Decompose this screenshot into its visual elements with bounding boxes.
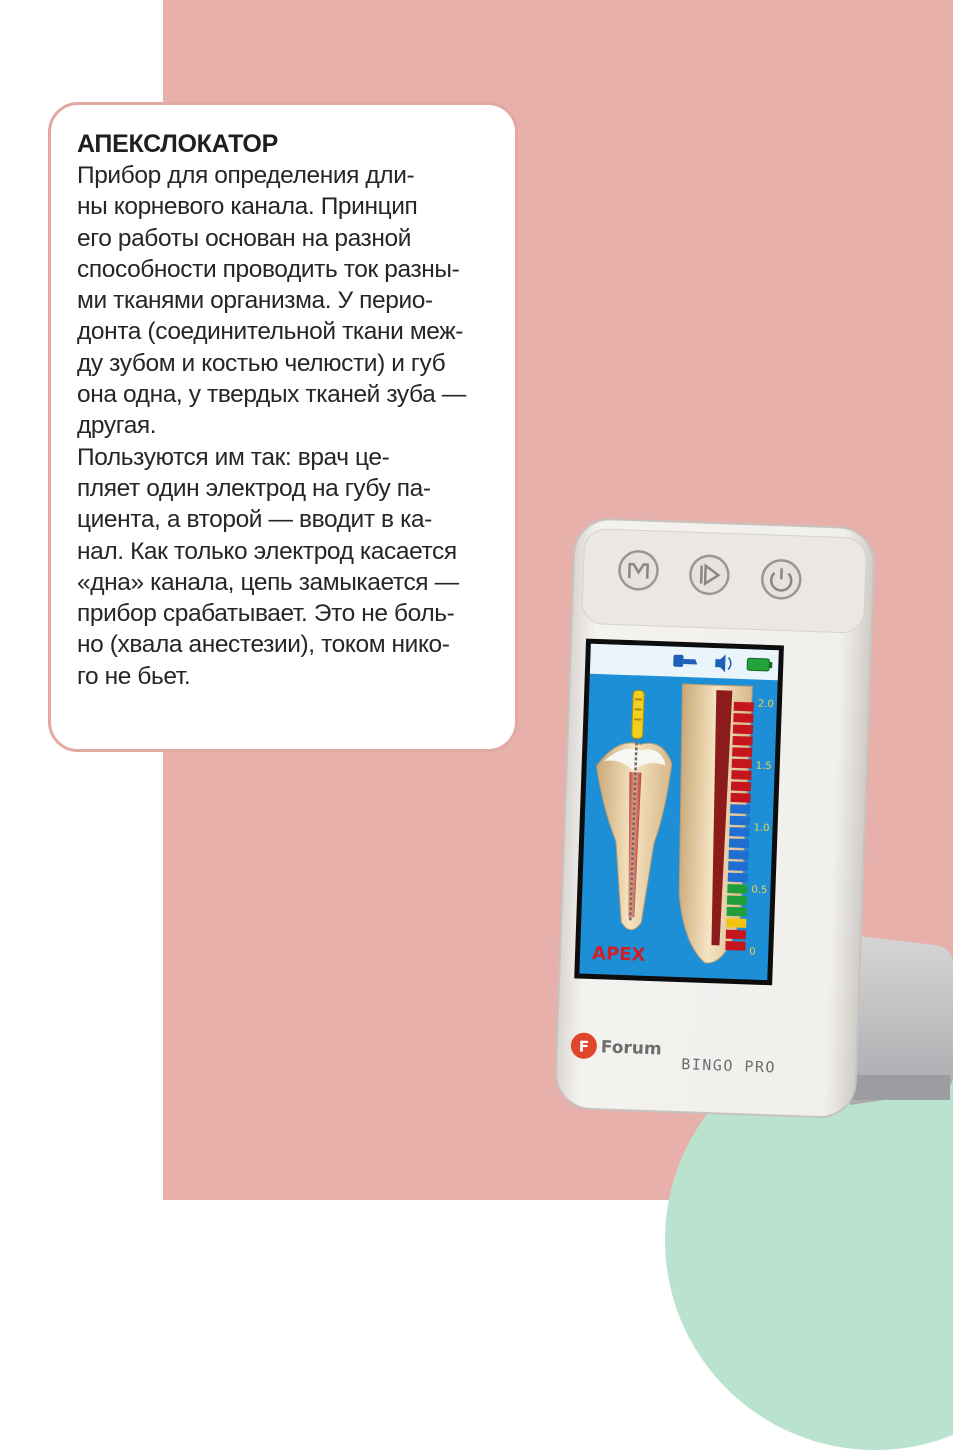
indicator-bar: [729, 838, 749, 848]
scale-tick-label: 1.0: [753, 822, 770, 835]
svg-text:F: F: [578, 1037, 590, 1056]
brand-name: Forum: [600, 1037, 662, 1060]
card-text-line: прибор срабатывает. Это не боль-: [77, 600, 455, 628]
play-button[interactable]: [690, 555, 729, 594]
card-text-line: донта (соединительной ткани меж-: [77, 318, 463, 346]
indicator-bar: [727, 895, 747, 905]
indicator-bar: [726, 918, 746, 928]
scale-tick-label: 2.0: [757, 698, 774, 711]
card-text-line: его работы основан на разной: [77, 224, 412, 252]
card-text-line: способности проводить ток разны-: [77, 255, 460, 283]
menu-button[interactable]: [619, 551, 658, 590]
indicator-bar: [728, 861, 748, 871]
card-text-line: ны корневого канала. Принцип: [77, 193, 418, 221]
indicator-bar: [727, 884, 747, 894]
card-text-line: пляет один электрод на губу па-: [77, 474, 431, 502]
indicator-bar: [730, 793, 750, 803]
indicator-bar: [733, 713, 753, 723]
apex-locator-device: [520, 515, 953, 1135]
indicator-bar: [726, 907, 746, 917]
card-body: [77, 160, 495, 692]
indicator-bar: [731, 782, 751, 792]
indicator-bar: [725, 941, 745, 951]
indicator-bar: [728, 873, 748, 883]
indicator-bar: [731, 770, 751, 780]
card-text-line: другая.: [77, 412, 157, 440]
device-body: [555, 518, 875, 1118]
indicator-bar: [726, 930, 746, 940]
model-name: BINGO PRO: [680, 1055, 777, 1077]
device-illustration: [520, 515, 953, 1135]
card-title: АПЕКСЛОКАТОР: [77, 130, 278, 158]
indicator-bar: [728, 850, 748, 860]
power-button[interactable]: [762, 560, 801, 599]
card-text-line: нал. Как только электрод касается: [77, 537, 457, 565]
card-text-line: «дна» канала, цепь замыкается —: [77, 568, 459, 596]
indicator-bar: [734, 702, 754, 712]
card-text-line: Пользуются им так: врач це-: [77, 443, 390, 471]
indicator-bar: [733, 725, 753, 735]
indicator-bar: [730, 804, 750, 814]
indicator-bar: [730, 816, 750, 826]
indicator-bar: [732, 759, 752, 769]
scale-tick-label: 1.5: [755, 760, 772, 773]
stand-shadow: [850, 1075, 950, 1100]
scale-tick-label: 0: [749, 946, 756, 958]
battery-icon: [747, 658, 772, 671]
apex-label: APEX: [591, 942, 646, 966]
scale-tick-label: 0.5: [751, 884, 768, 897]
indicator-bar: [729, 827, 749, 837]
card-text-line: ду зубом и костью челюсти) и губ: [77, 349, 446, 377]
card-text-line: ми тканями организма. У перио-: [77, 287, 433, 315]
card-text-line: она одна, у твердых тканей зуба —: [77, 381, 466, 409]
card-text-line: но (хвала анестезии), током нико-: [77, 631, 450, 659]
info-card: [48, 102, 518, 752]
card-text-line: циента, а второй — вводит в ка-: [77, 506, 432, 534]
card-text-line: Прибор для определения дли-: [77, 162, 415, 189]
card-text-line: го не бьет.: [77, 662, 191, 690]
indicator-bar: [732, 736, 752, 746]
indicator-bar: [732, 747, 752, 757]
